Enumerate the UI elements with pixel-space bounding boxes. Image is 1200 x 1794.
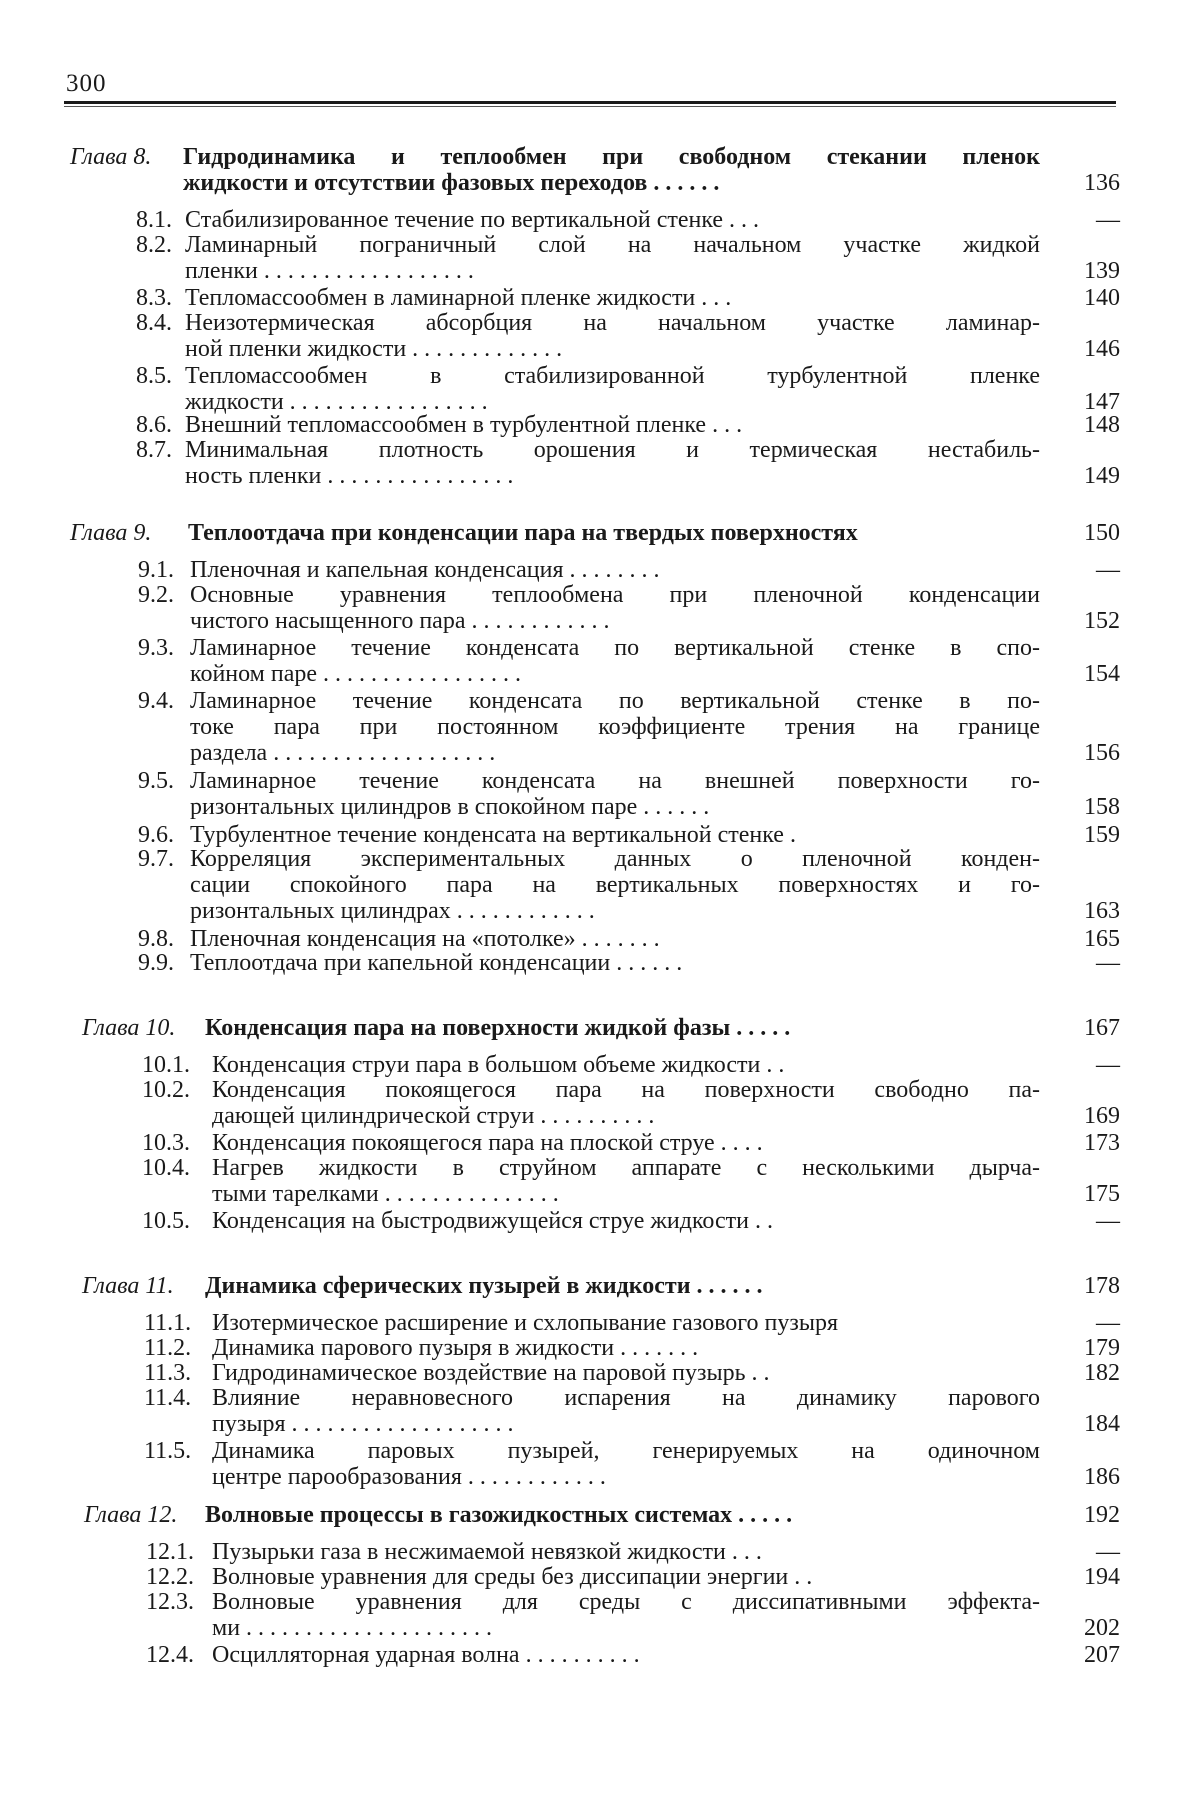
section-number: 9.8.: [138, 926, 174, 952]
section-title: [190, 846, 1040, 924]
chapter-label: Глава 11.: [82, 1273, 174, 1299]
toc-section[interactable]: [144, 1438, 1040, 1490]
chapter-heading[interactable]: [70, 520, 1040, 546]
section-number: 9.1.: [138, 557, 174, 583]
section-title: [212, 1077, 1040, 1129]
entry-line: Динамика парового пузыря в жидкости . . . . . . .: [212, 1335, 699, 1361]
section-number: 8.3.: [136, 285, 172, 311]
section-number: 8.1.: [136, 207, 172, 233]
toc-section[interactable]: [142, 1208, 1040, 1234]
section-number: 12.1.: [146, 1539, 194, 1565]
entry-line: сации спокойного пара на вертикальных поверхностях и го-: [190, 872, 1040, 898]
entry-line: Внешний тепломассообмен в турбулентной пленке . . .: [185, 412, 743, 438]
section-number: 8.5.: [136, 363, 172, 389]
entry-line: Пленочная и капельная конденсация . . . . . . . .: [190, 557, 660, 583]
entry-line: Турбулентное течение конденсата на вертикальной стенке .: [190, 822, 796, 848]
section-number: 8.6.: [136, 412, 172, 438]
section-title: [212, 1385, 1040, 1437]
entry-line: койном паре . . . . . . . . . . . . . . . . .: [190, 661, 522, 687]
toc-section[interactable]: [138, 582, 1040, 634]
chapter-title: [205, 1502, 1040, 1528]
chapter-page-number: 136: [1084, 170, 1120, 196]
section-number: 10.1.: [142, 1052, 190, 1078]
section-page-number: 154: [1084, 661, 1120, 687]
section-number: 12.4.: [146, 1642, 194, 1668]
section-title: [190, 635, 1040, 687]
toc-section[interactable]: [142, 1052, 1040, 1078]
entry-line: Ламинарное течение конденсата на внешней поверхности го-: [190, 768, 1040, 794]
toc-section[interactable]: [136, 437, 1040, 489]
entry-line: пленки . . . . . . . . . . . . . . . . . .: [185, 258, 474, 284]
section-number: 11.1.: [144, 1310, 192, 1336]
entry-line: Минимальная плотность орошения и термическая нестабиль-: [185, 437, 1040, 463]
section-page-number: 146: [1084, 336, 1120, 362]
section-number: 9.7.: [138, 846, 174, 872]
toc-section[interactable]: [144, 1310, 1040, 1336]
toc-section[interactable]: [138, 635, 1040, 687]
entry-line: Теплоотдача при конденсации пара на твердых поверхностях: [188, 520, 858, 546]
section-page-number: 163: [1084, 898, 1120, 924]
entry-line: Изотермическое расширение и схлопывание газового пузыря: [212, 1310, 839, 1336]
section-page-number: 159: [1084, 822, 1120, 848]
toc-section[interactable]: [142, 1155, 1040, 1207]
chapter-label: Глава 9.: [70, 520, 152, 546]
entry-line: пузыря . . . . . . . . . . . . . . . . . . .: [212, 1411, 514, 1437]
toc-section[interactable]: [142, 1130, 1040, 1156]
section-number: 12.2.: [146, 1564, 194, 1590]
section-page-number: 175: [1084, 1181, 1120, 1207]
section-number: 8.4.: [136, 310, 172, 336]
section-number: 10.5.: [142, 1208, 190, 1234]
entry-line: Конденсация струи пара в большом объеме жидкости . .: [212, 1052, 785, 1078]
chapter-page-number: 178: [1084, 1273, 1120, 1299]
toc-section[interactable]: [136, 232, 1040, 284]
section-page-number: —: [1096, 1208, 1120, 1234]
toc-section[interactable]: [138, 950, 1040, 976]
toc-section[interactable]: [136, 412, 1040, 438]
section-title: [190, 582, 1040, 634]
section-title: [185, 285, 1040, 311]
section-number: 8.7.: [136, 437, 172, 463]
toc-section[interactable]: [136, 310, 1040, 362]
section-title: [190, 926, 1040, 952]
chapter-title: [188, 520, 1040, 546]
section-page-number: 148: [1084, 412, 1120, 438]
entry-line: ризонтальных цилиндров в спокойном паре . . . . . .: [190, 794, 710, 820]
toc-section[interactable]: [138, 688, 1040, 766]
section-title: [190, 950, 1040, 976]
section-title: [185, 363, 1040, 415]
toc-section[interactable]: [136, 285, 1040, 311]
toc-section[interactable]: [146, 1642, 1040, 1668]
section-number: 9.4.: [138, 688, 174, 714]
entry-line: чистого насыщенного пара . . . . . . . . . . . .: [190, 608, 610, 634]
section-title: [185, 437, 1040, 489]
chapter-page-number: 192: [1084, 1502, 1120, 1528]
toc-section[interactable]: [146, 1589, 1040, 1641]
toc-section[interactable]: [138, 846, 1040, 924]
section-number: 11.4.: [144, 1385, 192, 1411]
toc-section[interactable]: [146, 1539, 1040, 1565]
section-page-number: —: [1096, 1310, 1120, 1336]
section-number: 10.2.: [142, 1077, 190, 1103]
entry-line: ризонтальных цилиндрах . . . . . . . . . . . .: [190, 898, 595, 924]
section-number: 9.2.: [138, 582, 174, 608]
section-number: 11.2.: [144, 1335, 192, 1361]
header-rule: [64, 101, 1116, 104]
entry-line: ми . . . . . . . . . . . . . . . . . . . . .: [212, 1615, 493, 1641]
section-page-number: 184: [1084, 1411, 1120, 1437]
entry-line: жидкости и отсутствии фазовых переходов . . . . . .: [183, 170, 720, 196]
section-page-number: 149: [1084, 463, 1120, 489]
section-number: 11.3.: [144, 1360, 192, 1386]
toc-section[interactable]: [144, 1360, 1040, 1386]
toc-section[interactable]: [138, 768, 1040, 820]
toc-section[interactable]: [138, 822, 1040, 848]
toc-section[interactable]: [136, 207, 1040, 233]
entry-line: Корреляция экспериментальных данных о пленочной конден-: [190, 846, 1040, 872]
section-number: 8.2.: [136, 232, 172, 258]
section-page-number: 165: [1084, 926, 1120, 952]
section-page-number: 194: [1084, 1564, 1120, 1590]
entry-line: Динамика паровых пузырей, генерируемых на одиночном: [212, 1438, 1040, 1464]
chapter-heading[interactable]: [82, 1015, 1040, 1041]
chapter-title: [205, 1015, 1040, 1041]
entry-line: Гидродинамика и теплообмен при свободном стекании пленок: [183, 144, 1040, 170]
section-page-number: 169: [1084, 1103, 1120, 1129]
entry-line: Волновые уравнения для среды с диссипативными эффекта-: [212, 1589, 1040, 1615]
entry-line: Теплоотдача при капельной конденсации . . . . . .: [190, 950, 683, 976]
section-page-number: 202: [1084, 1615, 1120, 1641]
entry-line: Влияние неравновесного испарения на динамику парового: [212, 1385, 1040, 1411]
toc-section[interactable]: [138, 926, 1040, 952]
section-title: [212, 1539, 1040, 1565]
section-title: [190, 688, 1040, 766]
toc-section[interactable]: [136, 363, 1040, 415]
chapter-label: Глава 8.: [70, 144, 152, 170]
chapter-title: [205, 1273, 1040, 1299]
section-page-number: 182: [1084, 1360, 1120, 1386]
section-number: 9.9.: [138, 950, 174, 976]
chapter-label: Глава 10.: [82, 1015, 176, 1041]
toc-section[interactable]: [142, 1077, 1040, 1129]
entry-line: Конденсация пара на поверхности жидкой фазы . . . . .: [205, 1015, 791, 1041]
section-title: [212, 1360, 1040, 1386]
section-title: [212, 1155, 1040, 1207]
entry-line: Основные уравнения теплообмена при пленочной конденсации: [190, 582, 1040, 608]
chapter-heading[interactable]: [82, 1273, 1040, 1299]
chapter-page-number: 167: [1084, 1015, 1120, 1041]
section-number: 11.5.: [144, 1438, 192, 1464]
entry-line: Волновые уравнения для среды без диссипации энергии . .: [212, 1564, 813, 1590]
entry-line: Осцилляторная ударная волна . . . . . . . . . .: [212, 1642, 640, 1668]
entry-line: Ламинарный пограничный слой на начальном участке жидкой: [185, 232, 1040, 258]
entry-line: Ламинарное течение конденсата по вертикальной стенке в спо-: [190, 635, 1040, 661]
section-page-number: 140: [1084, 285, 1120, 311]
section-page-number: —: [1096, 950, 1120, 976]
section-title: [185, 310, 1040, 362]
toc-section[interactable]: [144, 1385, 1040, 1437]
section-page-number: 156: [1084, 740, 1120, 766]
entry-line: Конденсация покоящегося пара на поверхности свободно па-: [212, 1077, 1040, 1103]
section-title: [212, 1335, 1040, 1361]
section-title: [185, 232, 1040, 284]
entry-line: Пленочная конденсация на «потолке» . . . . . . .: [190, 926, 660, 952]
section-page-number: 152: [1084, 608, 1120, 634]
section-title: [212, 1438, 1040, 1490]
section-title: [190, 768, 1040, 820]
chapter-heading[interactable]: [84, 1502, 1040, 1528]
entry-line: Волновые процессы в газожидкостных системах . . . . .: [205, 1502, 793, 1528]
section-page-number: 207: [1084, 1642, 1120, 1668]
entry-line: дающей цилиндрической струи . . . . . . . . . .: [212, 1103, 655, 1129]
section-title: [212, 1310, 1040, 1336]
section-title: [190, 822, 1040, 848]
section-page-number: —: [1096, 557, 1120, 583]
section-title: [212, 1642, 1040, 1668]
entry-line: тыми тарелками . . . . . . . . . . . . . . .: [212, 1181, 559, 1207]
section-number: 9.3.: [138, 635, 174, 661]
chapter-heading[interactable]: [70, 144, 1040, 196]
toc-section[interactable]: [144, 1335, 1040, 1361]
section-page-number: —: [1096, 1052, 1120, 1078]
section-title: [185, 412, 1040, 438]
section-page-number: 147: [1084, 389, 1120, 415]
entry-line: Конденсация покоящегося пара на плоской струе . . . .: [212, 1130, 763, 1156]
section-page-number: —: [1096, 207, 1120, 233]
section-number: 12.3.: [146, 1589, 194, 1615]
section-title: [212, 1564, 1040, 1590]
section-page-number: 173: [1084, 1130, 1120, 1156]
section-page-number: 179: [1084, 1335, 1120, 1361]
chapter-title: [183, 144, 1040, 196]
section-page-number: 139: [1084, 258, 1120, 284]
section-page-number: —: [1096, 1539, 1120, 1565]
entry-line: Ламинарное течение конденсата по вертикальной стенке в по-: [190, 688, 1040, 714]
entry-line: ной пленки жидкости . . . . . . . . . . . . .: [185, 336, 563, 362]
section-title: [212, 1052, 1040, 1078]
entry-line: Пузырьки газа в несжимаемой невязкой жидкости . . .: [212, 1539, 762, 1565]
section-number: 9.6.: [138, 822, 174, 848]
entry-line: Тепломассообмен в стабилизированной турбулентной пленке: [185, 363, 1040, 389]
section-page-number: 158: [1084, 794, 1120, 820]
section-title: [212, 1130, 1040, 1156]
entry-line: раздела . . . . . . . . . . . . . . . . . . .: [190, 740, 496, 766]
section-number: 10.3.: [142, 1130, 190, 1156]
section-title: [190, 557, 1040, 583]
section-number: 10.4.: [142, 1155, 190, 1181]
entry-line: ность пленки . . . . . . . . . . . . . . . .: [185, 463, 514, 489]
section-title: [212, 1208, 1040, 1234]
entry-line: Нагрев жидкости в струйном аппарате с несколькими дырча-: [212, 1155, 1040, 1181]
entry-line: Гидродинамическое воздействие на паровой пузырь . .: [212, 1360, 770, 1386]
entry-line: Динамика сферических пузырей в жидкости . . . . . .: [205, 1273, 763, 1299]
section-title: [212, 1589, 1040, 1641]
section-page-number: 186: [1084, 1464, 1120, 1490]
chapter-label: Глава 12.: [84, 1502, 178, 1528]
entry-line: центре парообразования . . . . . . . . . . . .: [212, 1464, 606, 1490]
entry-line: Конденсация на быстродвижущейся струе жидкости . .: [212, 1208, 774, 1234]
entry-line: Стабилизированное течение по вертикальной стенке . . .: [185, 207, 760, 233]
entry-line: Тепломассообмен в ламинарной пленке жидкости . . .: [185, 285, 732, 311]
section-title: [185, 207, 1040, 233]
toc-section[interactable]: [138, 557, 1040, 583]
entry-line: Неизотермическая абсорбция на начальном участке ламинар-: [185, 310, 1040, 336]
entry-line: токе пара при постоянном коэффициенте трения на границе: [190, 714, 1040, 740]
toc-section[interactable]: [146, 1564, 1040, 1590]
page-number: 300: [66, 70, 107, 97]
chapter-page-number: 150: [1084, 520, 1120, 546]
entry-line: жидкости . . . . . . . . . . . . . . . . .: [185, 389, 488, 415]
section-number: 9.5.: [138, 768, 174, 794]
